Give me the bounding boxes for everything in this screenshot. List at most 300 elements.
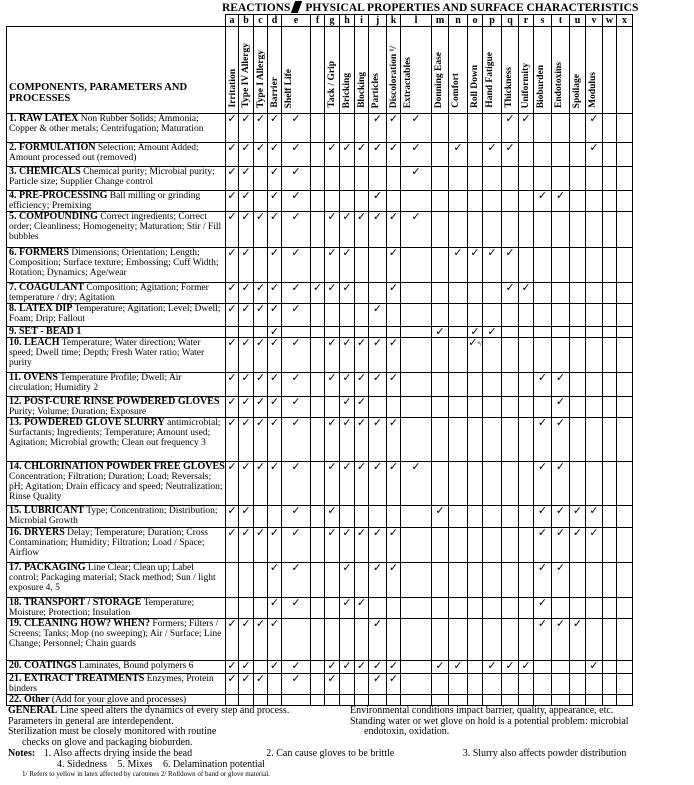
- matrix-cell: [502, 283, 519, 304]
- matrix-cell: [401, 143, 432, 167]
- matrix-cell: [282, 212, 311, 248]
- column-header-k: [387, 27, 401, 114]
- matrix-cell: [432, 212, 449, 248]
- matrix-cell: [586, 114, 603, 143]
- check-mark-icon: ✓: [255, 113, 266, 125]
- check-mark-icon: ✓: [241, 527, 251, 539]
- check-mark-icon: ✓: [255, 372, 266, 384]
- matrix-cell: [519, 212, 534, 248]
- matrix-cell: [468, 528, 483, 563]
- matrix-cell: [519, 304, 534, 327]
- process-description: Selection; Amount Added; Amount processed out (removed): [9, 143, 199, 163]
- matrix-cell: [340, 338, 355, 373]
- footer-right-line1: Environmental conditions impact barrier, quality, appearance, etc.: [350, 705, 614, 716]
- matrix-cell: [401, 506, 432, 528]
- check-mark-icon: ✓: [342, 247, 352, 259]
- process-description: Concentration; Filtration; Duration; Load; Reversals; pH; Agitation; Drain efficacy and speed; Neutralization; Rinse Quality: [9, 472, 223, 502]
- column-header-g: [325, 27, 340, 114]
- column-header-f: [311, 27, 325, 114]
- check-mark-icon: ✓: [342, 417, 352, 429]
- matrix-cell: [239, 212, 254, 248]
- process-cell: [7, 212, 226, 248]
- matrix-cell: [468, 338, 483, 373]
- table-row: [7, 619, 633, 661]
- check-mark-icon: ✓: [505, 660, 515, 672]
- check-mark-icon: ✓: [372, 190, 383, 202]
- table-row: [7, 143, 633, 167]
- check-mark-icon: ✓: [342, 337, 352, 349]
- note-3: 3. Slurry also affects powder distribution: [462, 748, 627, 759]
- matrix-cell: [387, 528, 401, 563]
- matrix-cell: [449, 248, 468, 283]
- column-letter-i: i: [355, 15, 369, 27]
- matrix-cell: [311, 528, 325, 563]
- matrix-cell: [603, 528, 617, 563]
- check-mark-icon: ✓: [372, 660, 383, 672]
- matrix-cell: [534, 598, 552, 619]
- matrix-cell: [534, 462, 552, 506]
- check-mark-icon: ✓: [487, 660, 497, 672]
- matrix-cell: [552, 695, 570, 706]
- matrix-cell: [468, 563, 483, 598]
- matrix-cell: [401, 283, 432, 304]
- matrix-cell: [401, 563, 432, 598]
- check-mark-icon: ✓: [227, 417, 237, 429]
- matrix-cell: [519, 661, 534, 674]
- table-row: [7, 338, 633, 373]
- check-mark-icon: ✓: [327, 660, 337, 672]
- matrix-cell: [355, 114, 369, 143]
- check-mark-icon: ✓: [269, 113, 280, 125]
- check-mark-icon: ✓: [269, 303, 280, 315]
- matrix-cell: [325, 304, 340, 327]
- check-mark-icon: ✓: [372, 337, 383, 349]
- table-row: [7, 563, 633, 598]
- matrix-cell: [401, 373, 432, 397]
- check-mark-icon: ✓: [241, 396, 251, 408]
- check-mark-icon: ✓: [555, 417, 566, 429]
- matrix-cell: [387, 167, 401, 191]
- check-mark-icon: ✓: [388, 673, 399, 685]
- matrix-cell: [325, 674, 340, 695]
- matrix-cell: [239, 462, 254, 506]
- matrix-cell: [432, 327, 449, 338]
- matrix-cell: [311, 283, 325, 304]
- table-row: [7, 167, 633, 191]
- check-mark-icon: ✓: [255, 211, 266, 223]
- matrix-cell: [483, 674, 502, 695]
- check-mark-icon: ✓: [291, 166, 301, 178]
- components-header: [7, 27, 226, 114]
- matrix-cell: [552, 304, 570, 327]
- column-header-label: Type IV Allergy: [241, 43, 251, 108]
- matrix-cell: [519, 114, 534, 143]
- check-mark-icon: ✓: [269, 247, 280, 259]
- check-mark-icon: ✓: [327, 673, 337, 685]
- process-cell: [7, 462, 226, 506]
- matrix-cell: [311, 143, 325, 167]
- process-cell: [7, 327, 226, 338]
- process-cell: [7, 114, 226, 143]
- matrix-cell: [325, 619, 340, 661]
- matrix-cell: [254, 114, 268, 143]
- matrix-cell: [552, 418, 570, 462]
- matrix-cell: [586, 212, 603, 248]
- check-mark-icon: ✓: [453, 660, 463, 672]
- column-letter-l: l: [401, 15, 432, 27]
- matrix-cell: [226, 248, 239, 283]
- matrix-cell: [468, 674, 483, 695]
- matrix-cell: [282, 397, 311, 418]
- check-mark-icon: ✓: [589, 142, 599, 154]
- matrix-cell: [570, 373, 586, 397]
- matrix-cell: [268, 143, 282, 167]
- check-mark-icon: ✓: [521, 660, 531, 672]
- matrix-cell: [340, 248, 355, 283]
- matrix-cell: [387, 114, 401, 143]
- table-row: [7, 598, 633, 619]
- footer-right-line3: endotoxin, oxidation.: [364, 726, 450, 737]
- matrix-cell: [401, 212, 432, 248]
- process-description: Enzymes, Protein binders: [9, 674, 214, 694]
- matrix-cell: [483, 619, 502, 661]
- check-mark-icon: ✓: [269, 166, 280, 178]
- matrix-cell: [268, 248, 282, 283]
- matrix-cell: [449, 114, 468, 143]
- matrix-cell: [617, 338, 633, 373]
- column-header-v: [586, 27, 603, 114]
- matrix-cell: [282, 418, 311, 462]
- column-letter-k: k: [387, 15, 401, 27]
- matrix-cell: [282, 695, 311, 706]
- matrix-cell: [449, 327, 468, 338]
- matrix-cell: [570, 212, 586, 248]
- matrix-cell: [355, 598, 369, 619]
- check-mark-icon: ✓: [255, 527, 266, 539]
- process-title: 13. POWDERED GLOVE SLURRY: [9, 417, 165, 428]
- column-letter-a: a: [226, 15, 239, 27]
- matrix-cell: [534, 661, 552, 674]
- matrix-cell: [552, 191, 570, 212]
- matrix-cell: [586, 674, 603, 695]
- check-mark-icon: ✓: [227, 618, 237, 630]
- matrix-cell: [340, 563, 355, 598]
- matrix-cell: [355, 283, 369, 304]
- matrix-cell: [432, 283, 449, 304]
- matrix-cell: [603, 462, 617, 506]
- footer: [8, 706, 692, 785]
- matrix-cell: [226, 418, 239, 462]
- matrix-cell: [603, 248, 617, 283]
- check-mark-icon: ✓: [372, 527, 383, 539]
- check-mark-icon: ✓: [372, 618, 383, 630]
- check-mark-icon: ✓: [327, 505, 337, 517]
- process-title: 2. FORMULATION: [9, 142, 96, 153]
- matrix-cell: [483, 373, 502, 397]
- check-mark-icon: ✓: [241, 461, 251, 473]
- matrix-cell: [603, 167, 617, 191]
- process-title: 19. CLEANING HOW? WHEN?: [9, 618, 150, 629]
- matrix-cell: [552, 506, 570, 528]
- column-header-label: Bioburden: [536, 64, 546, 108]
- check-mark-icon: ✓: [241, 505, 251, 517]
- matrix-cell: [239, 563, 254, 598]
- check-mark-icon: ✓: [227, 660, 237, 672]
- matrix-cell: [254, 304, 268, 327]
- matrix-cell: [534, 327, 552, 338]
- matrix-cell: [603, 674, 617, 695]
- matrix-cell: [268, 674, 282, 695]
- matrix-cell: [387, 397, 401, 418]
- matrix-cell: [603, 695, 617, 706]
- matrix-cell: [468, 619, 483, 661]
- matrix-cell: [432, 462, 449, 506]
- check-mark-icon: ✓: [388, 372, 399, 384]
- matrix-cell: [617, 167, 633, 191]
- process-title: 14. CHLORINATION POWDER FREE GLOVES: [9, 461, 225, 472]
- process-description: Type; Concentration; Distribution; Microbial Growth: [9, 506, 218, 526]
- matrix-cell: [226, 373, 239, 397]
- column-header-q: [502, 27, 519, 114]
- note-1: 1. Also affects drying inside the bead: [43, 748, 193, 759]
- check-mark-icon: ✓: [555, 505, 566, 517]
- matrix-cell: [570, 338, 586, 373]
- matrix-cell: [268, 528, 282, 563]
- table-row: [7, 191, 633, 212]
- matrix-cell: [468, 327, 483, 338]
- check-mark-icon: ✓: [342, 597, 352, 609]
- check-mark-icon: ✓: [411, 113, 421, 125]
- matrix-cell: [586, 598, 603, 619]
- matrix-cell: [239, 248, 254, 283]
- matrix-cell: [282, 563, 311, 598]
- process-description: Temperature Profile; Dwell; Air circulation; Humidity 2: [9, 373, 182, 393]
- check-mark-icon: ✓: [291, 282, 301, 294]
- matrix-cell: [387, 674, 401, 695]
- matrix-cell: [254, 283, 268, 304]
- matrix-cell: [519, 528, 534, 563]
- matrix-cell: [570, 506, 586, 528]
- matrix-cell: [570, 397, 586, 418]
- check-mark-icon: ✓: [269, 461, 280, 473]
- column-header-label: Irritation: [228, 69, 238, 108]
- matrix-cell: [552, 619, 570, 661]
- matrix-cell: [325, 418, 340, 462]
- column-letter-b: b: [239, 15, 254, 27]
- check-mark-icon: ✓: [255, 673, 266, 685]
- matrix-cell: [387, 598, 401, 619]
- column-header-label: Uniformity: [521, 62, 531, 108]
- check-mark-icon: ✓: [388, 337, 399, 349]
- matrix-cell: [519, 674, 534, 695]
- matrix-cell: [586, 191, 603, 212]
- matrix-cell: [401, 619, 432, 661]
- matrix-cell: [340, 283, 355, 304]
- footer-left: [8, 706, 348, 748]
- matrix-cell: [268, 598, 282, 619]
- matrix-cell: [449, 695, 468, 706]
- matrix-cell: [239, 397, 254, 418]
- check-mark-icon: ✓: [356, 660, 367, 672]
- check-mark-icon: ✓: [241, 660, 251, 672]
- matrix-cell: [268, 167, 282, 191]
- matrix-cell: [282, 462, 311, 506]
- matrix-cell: [534, 397, 552, 418]
- matrix-cell: [449, 506, 468, 528]
- matrix-cell: [325, 695, 340, 706]
- matrix-cell: [468, 418, 483, 462]
- matrix-cell: [355, 304, 369, 327]
- check-mark-icon: ✓: [241, 282, 251, 294]
- column-header-r: [519, 27, 534, 114]
- matrix-cell: [519, 338, 534, 373]
- matrix-cell: [570, 191, 586, 212]
- matrix-cell: [401, 661, 432, 674]
- column-letter-t: t: [552, 15, 570, 27]
- matrix-cell: [432, 695, 449, 706]
- matrix-cell: [519, 373, 534, 397]
- matrix-cell: [355, 674, 369, 695]
- process-description: Ball milling or grinding efficiency; Premixing: [9, 191, 201, 211]
- matrix-cell: [468, 373, 483, 397]
- matrix-cell: [239, 167, 254, 191]
- matrix-cell: [239, 327, 254, 338]
- matrix-cell: [432, 191, 449, 212]
- column-header-n: [449, 27, 468, 114]
- matrix-cell: [311, 114, 325, 143]
- matrix-cell: [325, 661, 340, 674]
- matrix-cell: [432, 167, 449, 191]
- check-mark-icon: ✓: [388, 461, 399, 473]
- matrix-cell: [239, 114, 254, 143]
- matrix-cell: [483, 248, 502, 283]
- column-header-label: Thickness: [504, 67, 514, 108]
- matrix-cell: [311, 338, 325, 373]
- column-header-w: [603, 27, 617, 114]
- matrix-cell: [282, 167, 311, 191]
- check-mark-icon: ✓: [372, 303, 383, 315]
- matrix-cell: [519, 598, 534, 619]
- process-title: 6. FORMERS: [9, 247, 69, 258]
- column-letter-r: r: [519, 15, 534, 27]
- check-mark-icon: ✓: [255, 417, 266, 429]
- check-mark-icon: ✓: [589, 113, 599, 125]
- matrix-cell: [603, 191, 617, 212]
- matrix-cell: [432, 528, 449, 563]
- matrix-cell: [355, 462, 369, 506]
- check-mark-icon: ✓: [411, 461, 421, 473]
- matrix-cell: [282, 327, 311, 338]
- matrix-cell: [325, 283, 340, 304]
- matrix-cell: [254, 418, 268, 462]
- check-mark-icon: ✓: [372, 113, 383, 125]
- matrix-cell: [552, 248, 570, 283]
- matrix-cell: [340, 373, 355, 397]
- matrix-cell: [552, 114, 570, 143]
- column-header-label: Shelf Life: [284, 68, 294, 108]
- matrix-cell: [502, 563, 519, 598]
- matrix-cell: [449, 304, 468, 327]
- matrix-cell: [603, 373, 617, 397]
- matrix-cell: [432, 338, 449, 373]
- column-header-t: [552, 27, 570, 114]
- check-mark-icon: ✓: [291, 527, 301, 539]
- column-header-row: [7, 27, 633, 114]
- matrix-cell: [401, 304, 432, 327]
- matrix-cell: [603, 418, 617, 462]
- matrix-cell: [226, 506, 239, 528]
- check-mark-icon: ✓: [388, 417, 399, 429]
- matrix-cell: [369, 327, 387, 338]
- table-row: [7, 674, 633, 695]
- matrix-cell: [369, 397, 387, 418]
- matrix-cell: [483, 212, 502, 248]
- check-mark-icon: ✓: [572, 505, 583, 517]
- check-mark-icon: ✓: [388, 247, 399, 259]
- matrix-cell: [239, 283, 254, 304]
- matrix-cell: [570, 462, 586, 506]
- matrix-cell: [432, 418, 449, 462]
- column-header-label: Donning Ease: [434, 51, 444, 108]
- matrix-cell: [449, 397, 468, 418]
- check-mark-icon: ✓: [572, 618, 583, 630]
- process-description: Non Rubber Solids; Ammonia; Copper & other metals; Centrifugation; Maturation: [9, 114, 204, 134]
- matrix-cell: [570, 563, 586, 598]
- matrix-cell: [552, 598, 570, 619]
- matrix-cell: [387, 283, 401, 304]
- matrix-cell: [387, 563, 401, 598]
- column-header-c: [254, 27, 268, 114]
- matrix-cell: [268, 304, 282, 327]
- check-mark-icon: ✓: [269, 396, 280, 408]
- matrix-cell: [570, 167, 586, 191]
- check-mark-icon: ✓: [453, 247, 463, 259]
- matrix-cell: [311, 598, 325, 619]
- check-mark-icon: ✓: [241, 166, 251, 178]
- matrix-cell: [449, 674, 468, 695]
- matrix-cell: [449, 212, 468, 248]
- matrix-cell: [468, 397, 483, 418]
- matrix-cell: [468, 506, 483, 528]
- check-mark-icon: ✓: [327, 461, 337, 473]
- matrix-cell: [311, 462, 325, 506]
- matrix-cell: [254, 674, 268, 695]
- matrix-cell: [534, 619, 552, 661]
- matrix-cell: [226, 304, 239, 327]
- matrix-cell: [226, 167, 239, 191]
- check-mark-icon: ✓: [241, 113, 251, 125]
- matrix-cell: [268, 418, 282, 462]
- matrix-cell: [534, 418, 552, 462]
- matrix-cell: [226, 212, 239, 248]
- matrix-cell: [534, 114, 552, 143]
- matrix-cell: [355, 143, 369, 167]
- matrix-cell: [401, 462, 432, 506]
- matrix-cell: [468, 462, 483, 506]
- matrix-cell: [570, 143, 586, 167]
- matrix-cell: [502, 661, 519, 674]
- matrix-cell: [355, 191, 369, 212]
- check-mark-icon: ✓: [342, 396, 352, 408]
- matrix-cell: [369, 191, 387, 212]
- matrix-cell: [519, 563, 534, 598]
- matrix-cell: [254, 563, 268, 598]
- matrix-cell: [570, 661, 586, 674]
- matrix-cell: [401, 167, 432, 191]
- check-mark-icon: ✓: [411, 166, 421, 178]
- matrix-cell: [468, 598, 483, 619]
- column-header-label: Extractables: [403, 56, 413, 108]
